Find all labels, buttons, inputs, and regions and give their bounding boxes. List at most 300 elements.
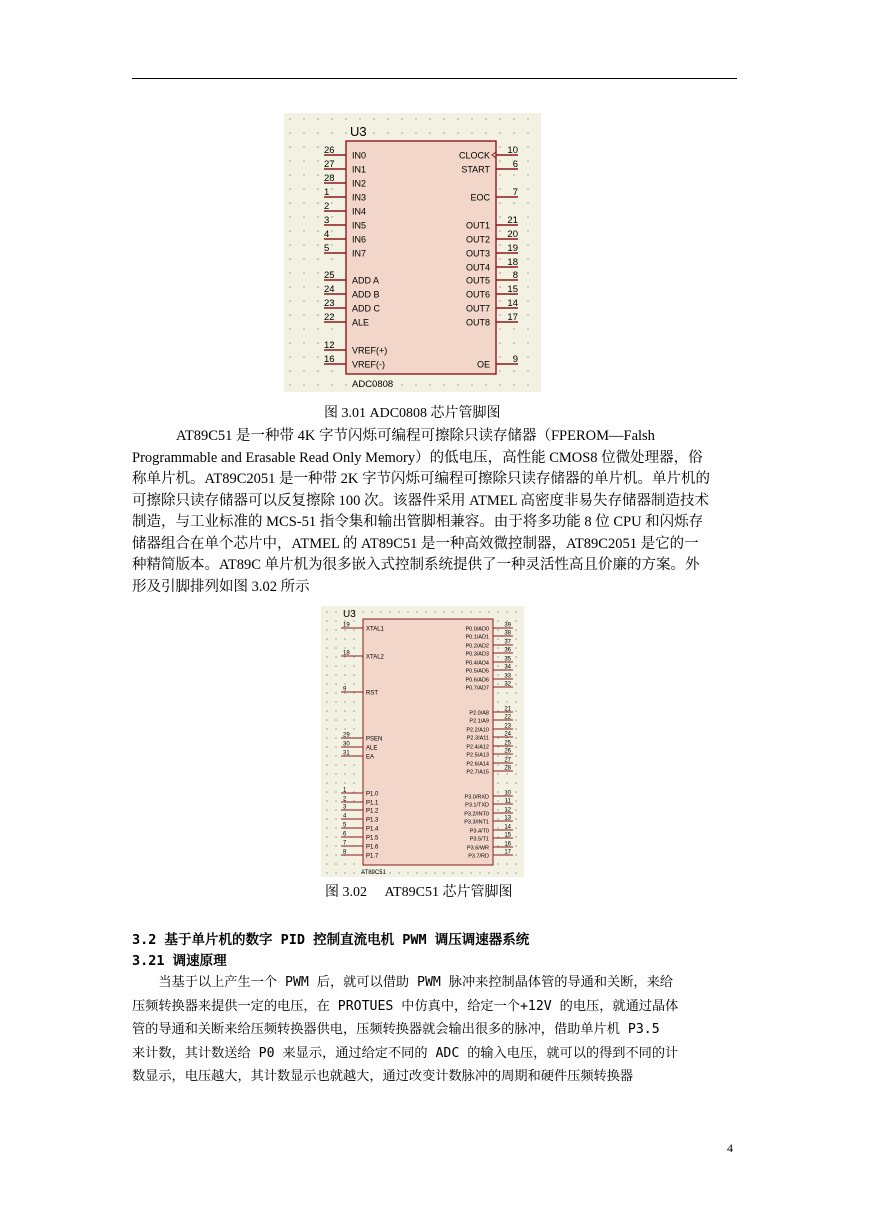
grid-dot [335, 701, 337, 703]
grid-dot [527, 188, 529, 190]
pin-number: 22 [324, 312, 335, 323]
grid-dot [407, 872, 409, 874]
grid-dot [425, 611, 427, 613]
grid-dot [317, 118, 319, 120]
pin-name: P3.1/TXD [465, 802, 489, 809]
grid-dot [326, 872, 328, 874]
grid-dot [515, 809, 517, 811]
pin-number: 6 [343, 831, 347, 838]
grid-dot [443, 118, 445, 120]
para1-line: AT89C51 是一种带 4K 字节闪烁可编程可擦除只读存储器（FPEROM—Falsh [176, 428, 655, 444]
grid-dot [389, 611, 391, 613]
pin-name: P2.2/A10 [466, 727, 489, 734]
grid-dot [289, 384, 291, 386]
grid-dot [443, 872, 445, 874]
grid-dot [515, 701, 517, 703]
grid-dot [326, 827, 328, 829]
pin-name: P1.5 [366, 835, 379, 842]
grid-dot [335, 737, 337, 739]
pin-number: 34 [504, 664, 511, 671]
para1-line: 制造，与工业标准的 MCS-51 指令集和输出管脚相兼容。由于将多功能 8 位 CPU 和闪烁存 [132, 514, 704, 530]
grid-dot [335, 791, 337, 793]
pin-name: OUT1 [465, 220, 490, 231]
pin-name: P0.0/AD0 [465, 626, 489, 633]
grid-dot [326, 638, 328, 640]
pin-number: 9 [343, 686, 347, 693]
grid-dot [331, 370, 333, 372]
grid-dot [513, 132, 515, 134]
grid-dot [344, 701, 346, 703]
grid-dot [344, 665, 346, 667]
grid-dot [335, 692, 337, 694]
pin-name: P1.7 [366, 853, 379, 860]
grid-dot [326, 692, 328, 694]
grid-dot [452, 611, 454, 613]
grid-dot [326, 719, 328, 721]
pin-name: P1.0 [366, 791, 379, 798]
grid-dot [398, 872, 400, 874]
grid-dot [326, 611, 328, 613]
grid-dot [303, 174, 305, 176]
pin-number: 10 [504, 790, 511, 797]
grid-dot [515, 755, 517, 757]
grid-dot [289, 328, 291, 330]
para1-line: 称单片机。AT89C2051 是一种带 2K 字节闪烁可编程可擦除只读存储器的单片机。单片机的 [132, 471, 710, 487]
pin-name: P2.3/A11 [466, 735, 489, 742]
pin-name: P3.2/INT0 [464, 811, 489, 818]
grid-dot [317, 258, 319, 260]
grid-dot [345, 132, 347, 134]
grid-dot [353, 683, 355, 685]
grid-dot [303, 272, 305, 274]
para2-line: 来计数，其计数送给 P0 来显示，通过给定不同的 ADC 的输入电压，就可以的得到不同的计 [132, 1045, 679, 1061]
grid-dot [429, 384, 431, 386]
grid-dot [497, 827, 499, 829]
grid-dot [429, 132, 431, 134]
pin-name: OUT4 [465, 262, 490, 273]
grid-dot [331, 328, 333, 330]
pin-number: 12 [504, 807, 511, 814]
pin-number: 27 [504, 757, 511, 764]
grid-dot [373, 132, 375, 134]
grid-dot [499, 216, 501, 218]
pin-name: OE [476, 359, 490, 370]
grid-dot [515, 791, 517, 793]
grid-dot [499, 342, 501, 344]
grid-dot [497, 800, 499, 802]
grid-dot [331, 384, 333, 386]
grid-dot [335, 845, 337, 847]
grid-dot [471, 384, 473, 386]
pin-name: P2.0/A8 [469, 710, 489, 717]
grid-dot [515, 818, 517, 820]
grid-dot [344, 629, 346, 631]
grid-dot [515, 665, 517, 667]
grid-dot [326, 683, 328, 685]
grid-dot [499, 356, 501, 358]
grid-dot [527, 314, 529, 316]
grid-dot [506, 863, 508, 865]
grid-dot [513, 202, 515, 204]
grid-dot [499, 314, 501, 316]
pin-name: RST [366, 690, 378, 697]
grid-dot [389, 872, 391, 874]
grid-dot [345, 118, 347, 120]
pin-name: P0.1/AD1 [465, 634, 489, 641]
grid-dot [289, 286, 291, 288]
pin-number: 24 [504, 731, 511, 738]
grid-dot [317, 202, 319, 204]
grid-dot [515, 647, 517, 649]
pin-name: P2.7/A15 [466, 769, 489, 776]
pin-number: 39 [504, 622, 511, 629]
pin-number: 32 [504, 681, 511, 688]
grid-dot [335, 809, 337, 811]
pin-name: P1.4 [366, 826, 379, 833]
pin-name: IN3 [352, 192, 367, 203]
pin-number: 18 [507, 257, 518, 268]
grid-dot [303, 118, 305, 120]
grid-dot [289, 146, 291, 148]
grid-dot [452, 872, 454, 874]
grid-dot [335, 647, 337, 649]
grid-dot [303, 244, 305, 246]
grid-dot [488, 611, 490, 613]
pin-number: 16 [504, 841, 511, 848]
pin-name: IN7 [352, 248, 367, 259]
grid-dot [479, 872, 481, 874]
pin-name: P3.7/RD [468, 853, 489, 860]
pin-name: IN4 [352, 206, 367, 217]
grid-dot [303, 314, 305, 316]
pin-name: XTAL1 [366, 626, 384, 633]
grid-dot [335, 818, 337, 820]
pin-name: P3.3/INT1 [464, 819, 489, 826]
pin-name: P0.5/AD5 [465, 668, 489, 675]
grid-dot [335, 773, 337, 775]
grid-dot [515, 854, 517, 856]
grid-dot [303, 286, 305, 288]
grid-dot [326, 800, 328, 802]
grid-dot [335, 620, 337, 622]
grid-dot [527, 160, 529, 162]
pin-name: P2.5/A13 [466, 752, 489, 759]
grid-dot [317, 314, 319, 316]
grid-dot [499, 230, 501, 232]
grid-dot [326, 746, 328, 748]
grid-dot [515, 764, 517, 766]
section-heading-3-2: 3.2 基于单片机的数字 PID 控制直流电机 PWM 调压调速器系统 [132, 932, 530, 948]
grid-dot [515, 782, 517, 784]
grid-dot [331, 244, 333, 246]
grid-dot [471, 132, 473, 134]
grid-dot [317, 188, 319, 190]
section-heading-3-21: 3.21 调速原理 [132, 953, 227, 969]
pin-number: 8 [512, 270, 518, 281]
pin-name: P1.2 [366, 808, 379, 815]
grid-dot [515, 719, 517, 721]
grid-dot [335, 863, 337, 865]
grid-dot [303, 132, 305, 134]
pin-name: P0.4/AD4 [465, 660, 489, 667]
pin-name: CLOCK [458, 150, 490, 161]
grid-dot [303, 328, 305, 330]
grid-dot [488, 872, 490, 874]
pin-number: 28 [504, 765, 511, 772]
grid-dot [499, 146, 501, 148]
pin-name: OUT3 [465, 248, 490, 259]
grid-dot [515, 656, 517, 658]
para2-line: 压频转换器来提供一定的电压，在 PROTUES 中仿真中，给定一个+12V 的电压，就通过晶体 [132, 998, 679, 1014]
pin-number: 13 [504, 815, 511, 822]
grid-dot [527, 384, 529, 386]
grid-dot [335, 755, 337, 757]
pin-number: 19 [343, 622, 350, 629]
pin-name: P0.6/AD6 [465, 677, 489, 684]
grid-dot [289, 230, 291, 232]
grid-dot [326, 845, 328, 847]
grid-dot [499, 202, 501, 204]
grid-dot [353, 773, 355, 775]
grid-dot [457, 384, 459, 386]
pin-number: 4 [343, 813, 347, 820]
grid-dot [335, 854, 337, 856]
pin-number: 7 [512, 187, 518, 198]
grid-dot [373, 118, 375, 120]
chip-ref-label: U3 [350, 124, 367, 139]
pin-number: 2 [343, 796, 347, 803]
pin-number: 5 [343, 822, 347, 829]
grid-dot [497, 755, 499, 757]
grid-dot [515, 611, 517, 613]
grid-dot [499, 258, 501, 260]
pin-name: OUT8 [465, 317, 490, 328]
grid-dot [425, 872, 427, 874]
grid-dot [326, 710, 328, 712]
grid-dot [527, 174, 529, 176]
pin-name: IN1 [352, 164, 367, 175]
grid-dot [371, 611, 373, 613]
grid-dot [485, 132, 487, 134]
grid-dot [497, 647, 499, 649]
pin-number: 17 [507, 312, 518, 323]
pin-number: 17 [504, 849, 511, 856]
grid-dot [335, 611, 337, 613]
grid-dot [303, 342, 305, 344]
grid-dot [513, 328, 515, 330]
grid-dot [317, 244, 319, 246]
grid-dot [344, 764, 346, 766]
grid-dot [497, 764, 499, 766]
pin-name: EA [366, 754, 375, 761]
grid-dot [457, 118, 459, 120]
grid-dot [497, 674, 499, 676]
grid-dot [485, 384, 487, 386]
grid-dot [513, 118, 515, 120]
adc0808-svg [284, 113, 541, 392]
grid-dot [353, 674, 355, 676]
grid-dot [401, 118, 403, 120]
grid-dot [353, 782, 355, 784]
para1-line: 储器组合在单个芯片中，ATMEL 的 AT89C51 是一种高效微控制器，AT89C2051 是它的一 [132, 535, 699, 552]
pin-number: 9 [512, 354, 518, 365]
grid-dot [303, 146, 305, 148]
pin-number: 29 [343, 732, 350, 739]
grid-dot [497, 863, 499, 865]
grid-dot [289, 314, 291, 316]
grid-dot [289, 258, 291, 260]
pin-number: 7 [343, 840, 347, 847]
pin-name: P1.1 [366, 800, 379, 807]
grid-dot [344, 872, 346, 874]
grid-dot [335, 719, 337, 721]
para1-line: 形及引脚排列如图 3.02 所示 [132, 578, 310, 595]
grid-dot [515, 827, 517, 829]
grid-dot [335, 629, 337, 631]
pin-number: 20 [507, 229, 518, 240]
grid-dot [527, 286, 529, 288]
grid-dot [515, 674, 517, 676]
grid-dot [344, 863, 346, 865]
grid-dot [353, 620, 355, 622]
grid-dot [353, 863, 355, 865]
grid-dot [344, 647, 346, 649]
grid-dot [317, 300, 319, 302]
para1-line: 种精简版本。AT89C 单片机为很多嵌入式控制系统提供了一种灵活性高且价廉的方案。外 [132, 557, 700, 573]
grid-dot [353, 719, 355, 721]
grid-dot [326, 665, 328, 667]
grid-dot [398, 611, 400, 613]
pin-number: 36 [504, 647, 511, 654]
grid-dot [515, 845, 517, 847]
grid-dot [353, 647, 355, 649]
grid-dot [506, 701, 508, 703]
grid-dot [415, 132, 417, 134]
grid-dot [353, 638, 355, 640]
grid-dot [506, 773, 508, 775]
grid-dot [326, 836, 328, 838]
pin-name: PSEN [366, 736, 383, 743]
grid-dot [387, 132, 389, 134]
grid-dot [497, 683, 499, 685]
grid-dot [515, 773, 517, 775]
grid-dot [331, 188, 333, 190]
grid-dot [335, 836, 337, 838]
pin-name: P3.4/T0 [469, 828, 489, 835]
grid-dot [317, 146, 319, 148]
grid-dot [515, 710, 517, 712]
grid-dot [303, 300, 305, 302]
grid-dot [326, 620, 328, 622]
pin-name: IN5 [352, 220, 367, 231]
grid-dot [497, 638, 499, 640]
grid-dot [326, 818, 328, 820]
grid-dot [353, 728, 355, 730]
grid-dot [506, 611, 508, 613]
grid-dot [303, 202, 305, 204]
pin-name: P0.2/AD2 [465, 643, 489, 650]
pin-name: ADD B [352, 289, 380, 300]
grid-dot [497, 656, 499, 658]
grid-dot [345, 384, 347, 386]
grid-dot [353, 872, 355, 874]
pin-name: ADD A [352, 275, 380, 286]
grid-dot [335, 728, 337, 730]
grid-dot [303, 384, 305, 386]
pin-number: 27 [324, 159, 335, 170]
pin-name: IN2 [352, 178, 367, 189]
pin-name: P3.6/WR [466, 845, 489, 852]
grid-dot [303, 188, 305, 190]
pin-name: IN6 [352, 234, 367, 245]
chip-part-label: ADC0808 [352, 379, 394, 390]
grid-dot [303, 258, 305, 260]
grid-dot [527, 230, 529, 232]
pin-name: XTAL2 [366, 654, 384, 661]
grid-dot [401, 132, 403, 134]
grid-dot [344, 638, 346, 640]
pin-number: 25 [504, 740, 511, 747]
grid-dot [331, 216, 333, 218]
grid-dot [335, 827, 337, 829]
pin-number: 38 [504, 630, 511, 637]
at89c51-svg [321, 606, 524, 877]
pin-number: 6 [512, 159, 518, 170]
pin-name: OUT6 [465, 289, 490, 300]
grid-dot [317, 132, 319, 134]
pin-number: 14 [504, 824, 511, 831]
grid-dot [353, 629, 355, 631]
grid-dot [344, 773, 346, 775]
pin-number: 22 [504, 714, 511, 721]
pin-number: 2 [324, 201, 330, 212]
grid-dot [289, 356, 291, 358]
grid-dot [326, 656, 328, 658]
grid-dot [303, 160, 305, 162]
grid-dot [515, 746, 517, 748]
grid-dot [335, 638, 337, 640]
grid-dot [326, 791, 328, 793]
grid-dot [317, 174, 319, 176]
pin-number: 24 [324, 284, 335, 295]
grid-dot [515, 629, 517, 631]
grid-dot [303, 230, 305, 232]
pin-number: 8 [343, 849, 347, 856]
grid-dot [497, 629, 499, 631]
grid-dot [515, 620, 517, 622]
grid-dot [289, 272, 291, 274]
grid-dot [353, 665, 355, 667]
pin-number: 12 [324, 340, 335, 351]
grid-dot [515, 728, 517, 730]
grid-dot [317, 356, 319, 358]
pin-number: 23 [504, 723, 511, 730]
grid-dot [415, 118, 417, 120]
grid-dot [335, 746, 337, 748]
adc0808-schematic [284, 113, 541, 392]
pin-name: P1.3 [366, 817, 379, 824]
grid-dot [497, 809, 499, 811]
grid-dot [429, 118, 431, 120]
pin-name: START [461, 164, 490, 175]
grid-dot [506, 782, 508, 784]
grid-dot [515, 863, 517, 865]
grid-dot [497, 611, 499, 613]
pin-number: 33 [504, 673, 511, 680]
paragraph-at89c51-intro [132, 426, 737, 598]
para2-line: 管的导通和关断来给压频转换器供电，压频转换器就会输出很多的脉冲，借助单片机 P3.5 [132, 1022, 660, 1037]
grid-dot [289, 216, 291, 218]
